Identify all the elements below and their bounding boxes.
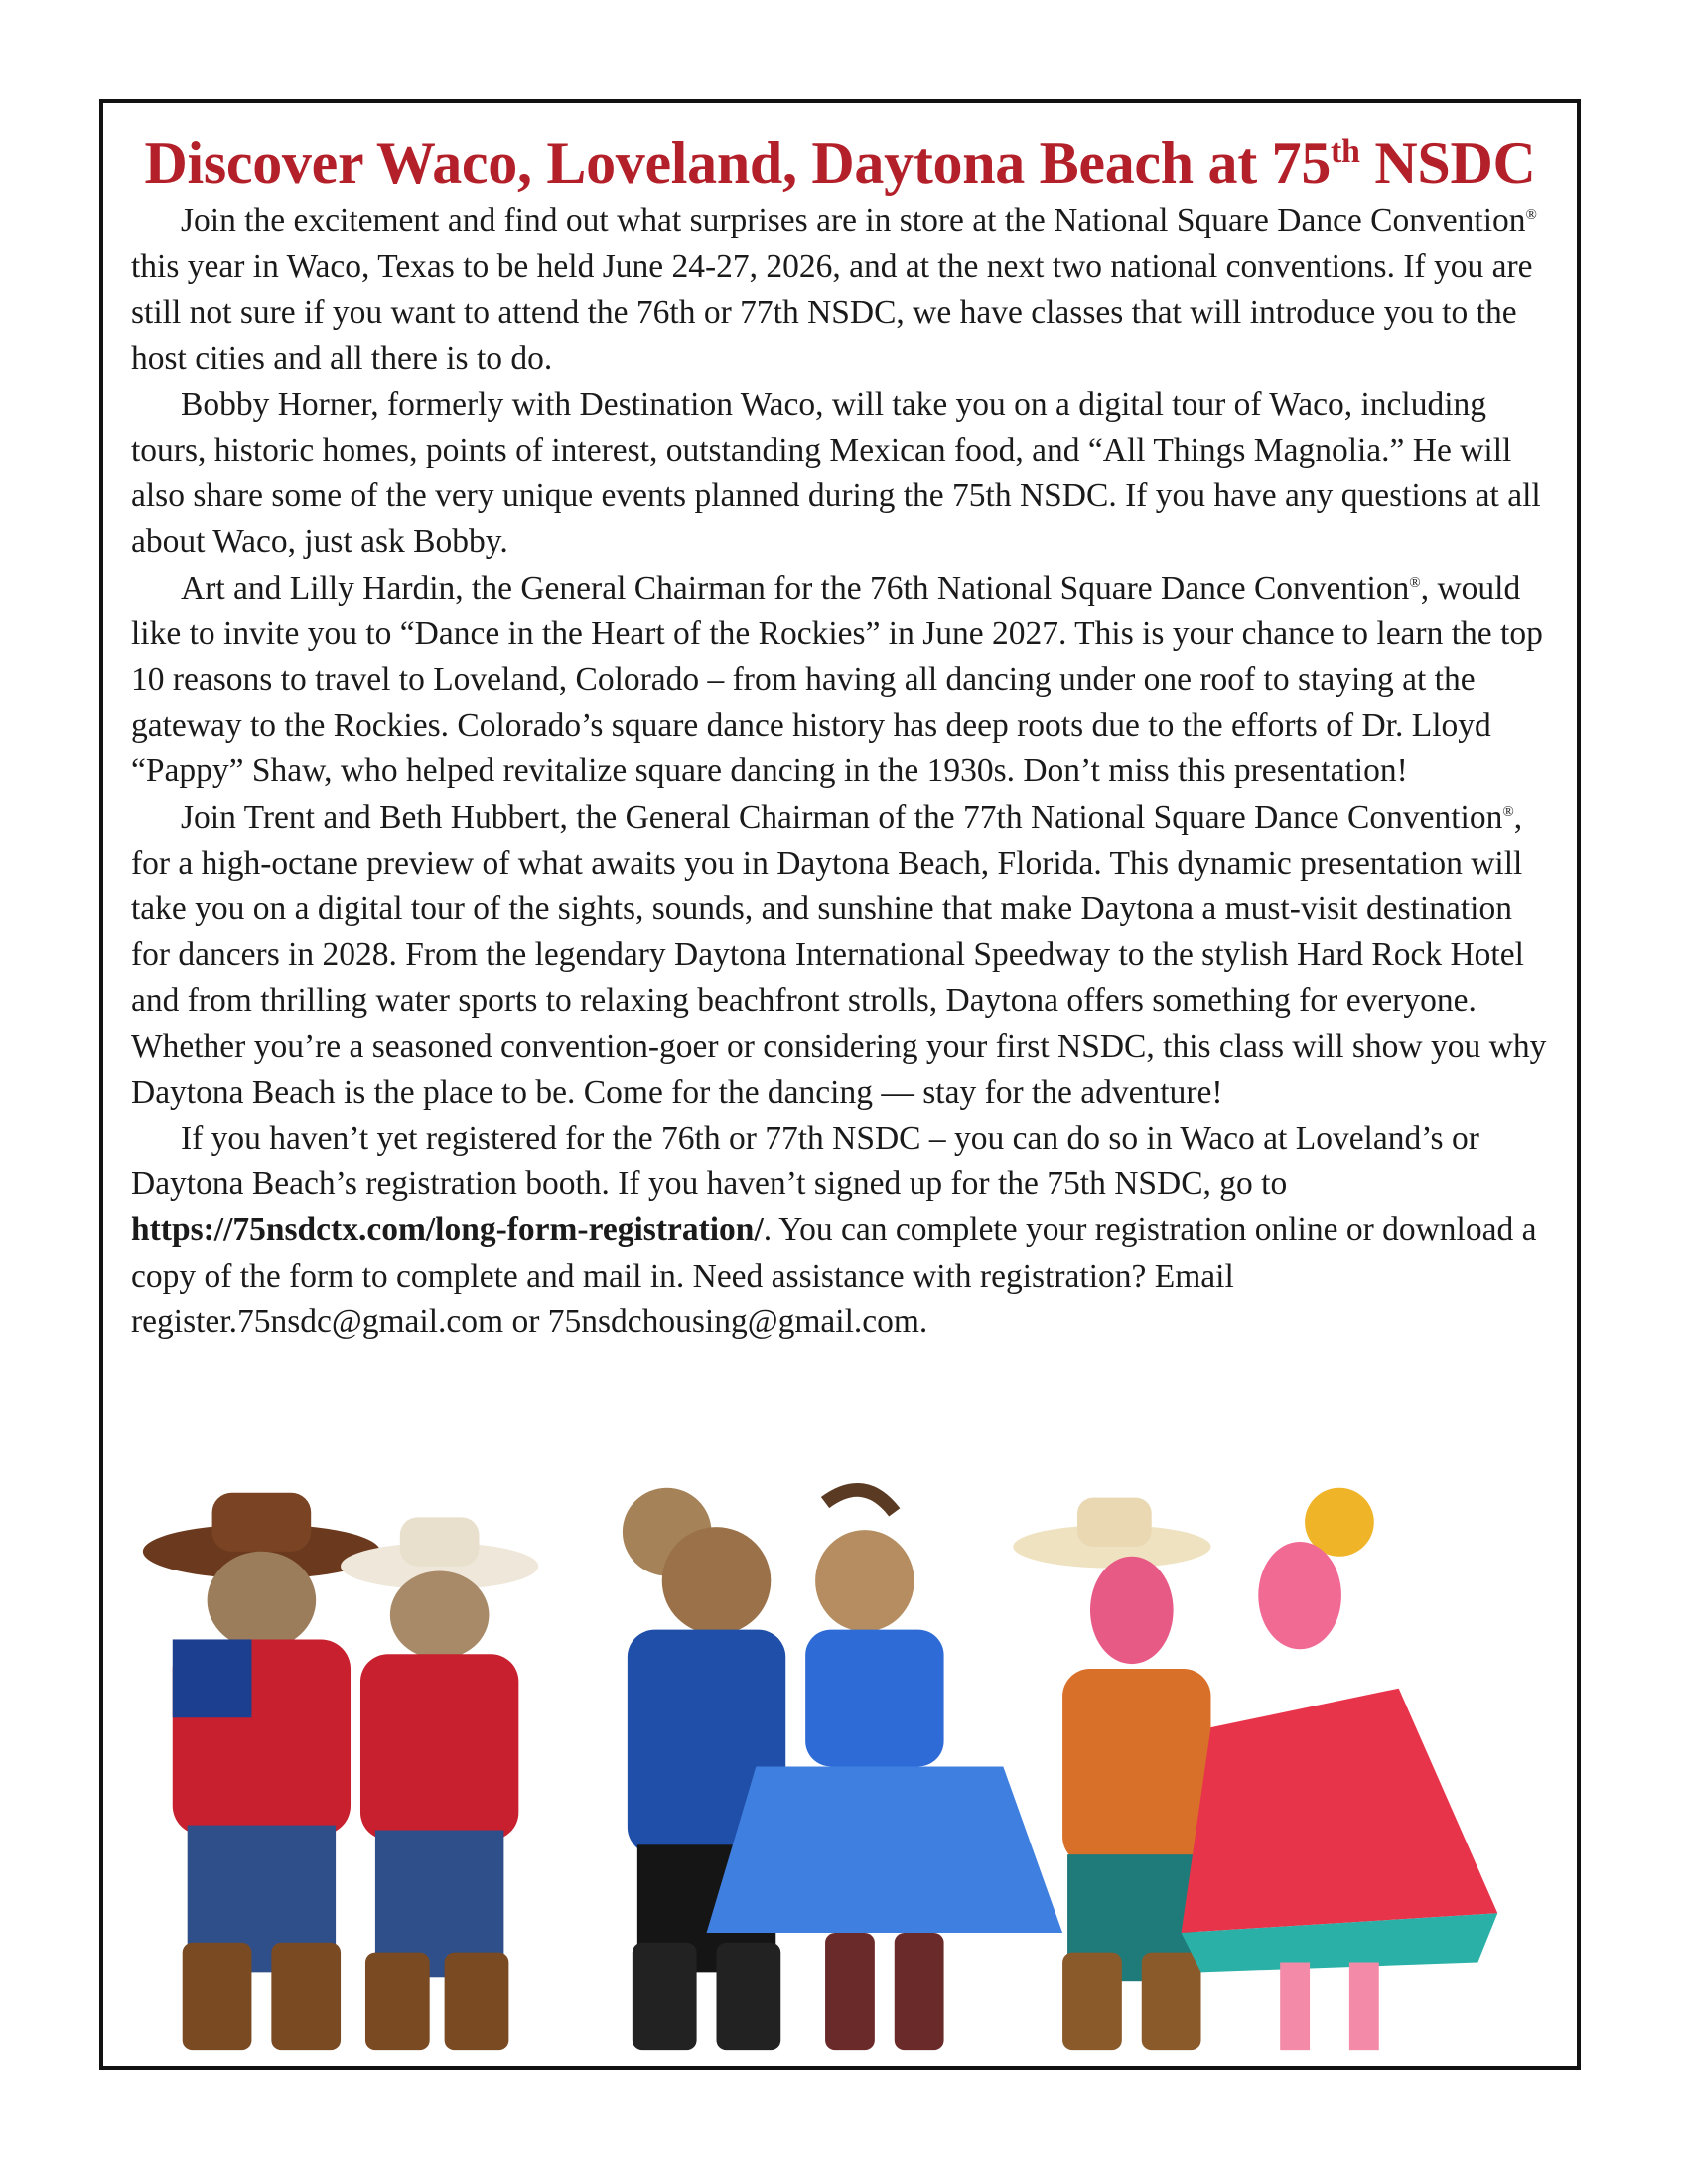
ram-goat-couple [623, 1488, 1062, 2050]
flamingo-couple [1013, 1488, 1497, 2050]
article-title: Discover Waco, Loveland, Daytona Beach at 75th NSDC [144, 130, 1536, 196]
squirrel-couple [143, 1493, 538, 2050]
article-body [131, 199, 1547, 1345]
article-frame [99, 99, 1581, 2070]
dancing-animals-illustration [113, 1473, 1567, 2060]
registration-link[interactable]: https://75nsdctx.com/long-form-registration/ [131, 1211, 764, 1249]
paragraph-registration: If you haven’t yet registered for the 76th or 77th NSDC – you can do so in Waco at Loveland’s or Daytona Beach’s registration booth. If you haven’t signed up for the 75th NSDC, go to https://75nsdctx.com/long-form-registration/. You can complete your registration online or download a copy of the form to complete and mail in. Need assistance with registration? Email register.75nsdc@gmail.com or 75nsdchousing@gmail.com. [131, 1120, 1537, 1340]
paragraph-intro: Join the excitement and find out what surprises are in store at the National Square Dance Convention® this year in Waco, Texas to be held June 24-27, 2026, and at the next two national conventions. If you are still not sure if you want to attend the 76th or 77th NSDC, we have classes that will introduce you to the host cities and all there is to do. [131, 203, 1537, 377]
illustration-svg [113, 1473, 1567, 2060]
paragraph-waco: Bobby Horner, formerly with Destination Waco, will take you on a digital tour of Waco, including tours, historic homes, points of interest, outstanding Mexican food, and “All Things Magnolia.” He will also share some of the very unique events planned during the 75th NSDC. If you have any questions at all about Waco, just ask Bobby. [131, 385, 1541, 561]
paragraph-daytona: Join Trent and Beth Hubbert, the General Chairman of the 77th National Square Dance Convention®, for a high-octane preview of what awaits you in Daytona Beach, Florida. This dynamic presentation will take you on a digital tour of the sights, sounds, and sunshine that make Daytona a must-visit destination for dancers in 2028. From the legendary Daytona International Speedway to the stylish Hard Rock Hotel and from thrilling water sports to relaxing beachfront strolls, Daytona offers something for everyone. Whether you’re a seasoned convention-goer or considering your first NSDC, this class will show you why Daytona Beach is the place to be. Come for the dancing — stay for the adventure! [131, 798, 1547, 1111]
paragraph-loveland: Art and Lilly Hardin, the General Chairman for the 76th National Square Dance Convention®, would like to invite you to “Dance in the Heart of the Rockies” in June 2027. This is your chance to learn the top 10 reasons to travel to Loveland, Colorado – from having all dancing under one roof to staying at the gateway to the Rockies. Colorado’s square dance history has deep roots due to the efforts of Dr. Lloyd “Pappy” Shaw, who helped revitalize square dancing in the 1930s. Don’t miss this presentation! [131, 569, 1543, 790]
